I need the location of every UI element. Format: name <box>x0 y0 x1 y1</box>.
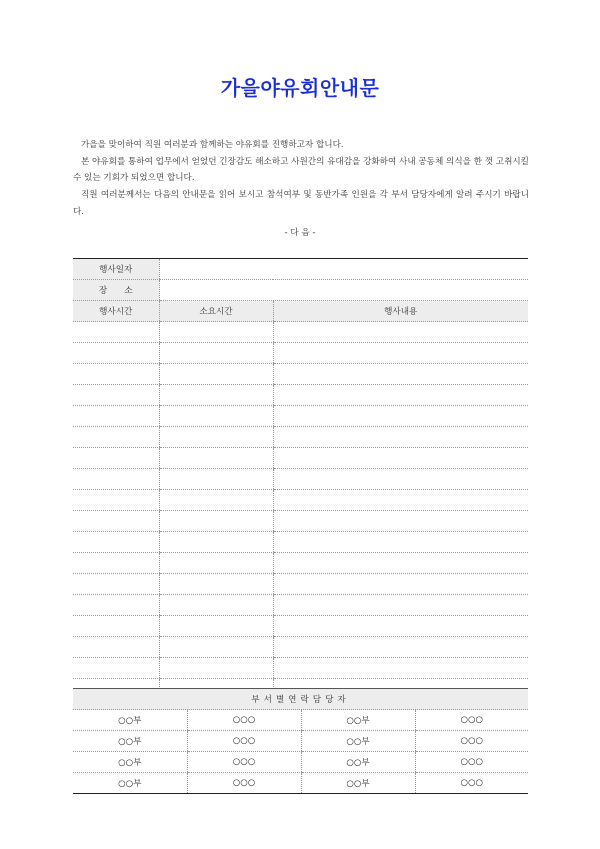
contact-department: ○○부 <box>301 731 415 752</box>
contact-person: ○○○ <box>415 752 528 773</box>
contact-department: ○○부 <box>73 752 187 773</box>
schedule-duration-cell[interactable] <box>159 448 273 469</box>
schedule-time-cell[interactable] <box>73 364 159 385</box>
schedule-row <box>73 637 528 658</box>
schedule-row <box>73 427 528 448</box>
contact-department: ○○부 <box>301 752 415 773</box>
contact-department: ○○부 <box>73 773 187 794</box>
schedule-time-cell[interactable] <box>73 322 159 343</box>
contact-row <box>73 773 528 794</box>
column-header-duration: 소요시간 <box>159 301 273 322</box>
schedule-row <box>73 385 528 406</box>
intro-paragraph-1: 가을을 맞이하여 직원 여러분과 함께하는 야유회를 진행하고자 합니다. <box>81 140 344 150</box>
schedule-duration-cell[interactable] <box>159 574 273 595</box>
contact-row <box>73 731 528 752</box>
schedule-row <box>73 364 528 385</box>
schedule-row <box>73 511 528 532</box>
schedule-duration-cell[interactable] <box>159 490 273 511</box>
schedule-duration-cell[interactable] <box>159 364 273 385</box>
schedule-duration-cell[interactable] <box>159 469 273 490</box>
schedule-content-cell[interactable] <box>273 385 528 406</box>
date-value[interactable] <box>159 259 528 280</box>
schedule-row <box>73 658 528 679</box>
place-value[interactable] <box>159 280 528 301</box>
schedule-content-cell[interactable] <box>273 448 528 469</box>
schedule-duration-cell[interactable] <box>159 427 273 448</box>
schedule-duration-cell[interactable] <box>159 511 273 532</box>
schedule-content-cell[interactable] <box>273 658 528 679</box>
contacts-header-row <box>73 689 528 710</box>
schedule-row <box>73 532 528 553</box>
column-header-content: 행사내용 <box>273 301 528 322</box>
schedule-content-cell[interactable] <box>273 616 528 637</box>
schedule-duration-cell[interactable] <box>159 385 273 406</box>
contact-department: ○○부 <box>73 731 187 752</box>
schedule-time-cell[interactable] <box>73 595 159 616</box>
schedule-content-cell[interactable] <box>273 574 528 595</box>
schedule-duration-cell[interactable] <box>159 553 273 574</box>
column-header-time: 행사시간 <box>73 301 159 322</box>
schedule-duration-cell[interactable] <box>159 658 273 679</box>
contact-person: ○○○ <box>415 710 528 731</box>
schedule-content-cell[interactable] <box>273 343 528 364</box>
contact-person: ○○○ <box>187 710 301 731</box>
schedule-content-cell[interactable] <box>273 553 528 574</box>
contact-person: ○○○ <box>415 731 528 752</box>
schedule-time-cell[interactable] <box>73 406 159 427</box>
schedule-time-cell[interactable] <box>73 343 159 364</box>
schedule-row <box>73 448 528 469</box>
intro-text <box>73 137 529 221</box>
schedule-content-cell[interactable] <box>273 511 528 532</box>
schedule-time-cell[interactable] <box>73 511 159 532</box>
schedule-time-cell[interactable] <box>73 490 159 511</box>
schedule-content-cell[interactable] <box>273 595 528 616</box>
schedule-duration-cell[interactable] <box>159 595 273 616</box>
schedule-row <box>73 406 528 427</box>
date-row <box>73 259 528 280</box>
schedule-time-cell[interactable] <box>73 553 159 574</box>
schedule-duration-cell[interactable] <box>159 343 273 364</box>
schedule-time-cell[interactable] <box>73 469 159 490</box>
schedule-time-cell[interactable] <box>73 427 159 448</box>
schedule-duration-cell[interactable] <box>159 322 273 343</box>
schedule-content-cell[interactable] <box>273 490 528 511</box>
contacts-header: 부서별연락담당자 <box>73 689 528 710</box>
schedule-row <box>73 553 528 574</box>
document-title: 가을야유회안내문 <box>220 76 380 100</box>
contact-department: ○○부 <box>301 773 415 794</box>
schedule-time-cell[interactable] <box>73 532 159 553</box>
intro-paragraph-3: 직원 여러분께서는 다음의 안내문을 읽어 보시고 참석여부 및 동반가족 인원을 각 부서 담당자에게 알려 주시기 바랍니다. <box>73 190 529 217</box>
schedule-content-cell[interactable] <box>273 532 528 553</box>
schedule-row <box>73 322 528 343</box>
contact-person: ○○○ <box>415 773 528 794</box>
schedule-content-cell[interactable] <box>273 322 528 343</box>
schedule-row <box>73 595 528 616</box>
schedule-time-cell[interactable] <box>73 616 159 637</box>
schedule-row <box>73 616 528 637</box>
contact-person: ○○○ <box>187 773 301 794</box>
schedule-time-cell[interactable] <box>73 385 159 406</box>
contact-person: ○○○ <box>187 731 301 752</box>
schedule-content-cell[interactable] <box>273 469 528 490</box>
place-row <box>73 280 528 301</box>
schedule-content-cell[interactable] <box>273 406 528 427</box>
schedule-duration-cell[interactable] <box>159 406 273 427</box>
contact-row <box>73 710 528 731</box>
contact-department: ○○부 <box>301 710 415 731</box>
contact-department: ○○부 <box>73 710 187 731</box>
schedule-content-cell[interactable] <box>273 637 528 658</box>
schedule-row <box>73 490 528 511</box>
schedule-row <box>73 469 528 490</box>
event-table <box>73 258 528 700</box>
schedule-time-cell[interactable] <box>73 637 159 658</box>
schedule-row <box>73 574 528 595</box>
schedule-duration-cell[interactable] <box>159 637 273 658</box>
notice-heading: - 다 음 - <box>284 228 316 238</box>
schedule-row <box>73 343 528 364</box>
intro-paragraph-2: 본 야유회를 통하여 업무에서 얻었던 긴장감도 해소하고 사원간의 유대감을 강화하여 사내 공동체 의식을 한 껏 고취시킬 수 있는 기회가 되었으면 합니다. <box>73 156 529 184</box>
place-label: 장 소 <box>73 280 159 301</box>
column-header-row <box>73 301 528 322</box>
schedule-time-cell[interactable] <box>73 448 159 469</box>
schedule-content-cell[interactable] <box>273 364 528 385</box>
contact-person: ○○○ <box>187 752 301 773</box>
date-label: 행사일자 <box>73 259 159 280</box>
contact-row <box>73 752 528 773</box>
schedule-duration-cell[interactable] <box>159 532 273 553</box>
contacts-table <box>73 688 528 794</box>
schedule-content-cell[interactable] <box>273 427 528 448</box>
schedule-duration-cell[interactable] <box>159 616 273 637</box>
schedule-time-cell[interactable] <box>73 658 159 679</box>
schedule-time-cell[interactable] <box>73 574 159 595</box>
